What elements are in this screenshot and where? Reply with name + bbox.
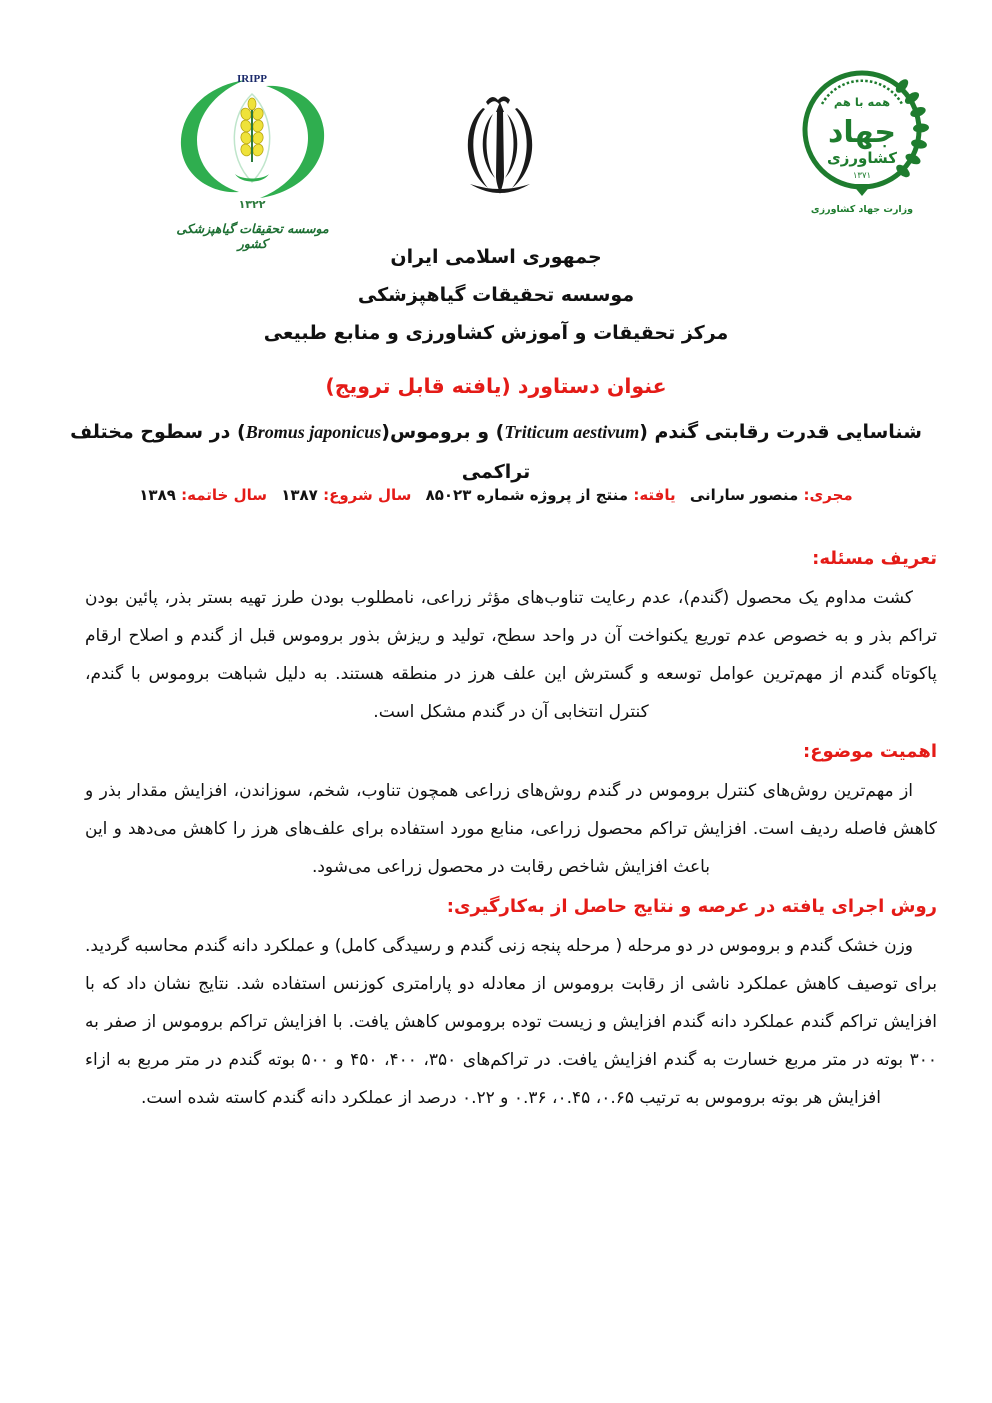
section-heading-importance: اهمیت موضوع: [803,741,937,762]
jihad-year: ۱۳۷۱ [852,171,872,181]
project-title-line1 [70,412,922,452]
end-year-label: سال خاتمه: [181,486,267,504]
jihad-logo-icon [790,50,940,220]
document-body [85,545,937,1124]
section-body-method-results: وزن خشک گندم و بروموس در دو مرحله ( مرحله پنجه زنی گندم و رسیدگی کامل) و عملکرد دانه گندم محاسبه گردید. برای توصیف کاهش عملکرد ناشی از رقابت بروموس از معادله دو پارامتری کوزنس استفاده شد. نتایج نشان داد که با افزایش تراکم گندم عملکرد دانه گندم افزایش و زیست توده بروموس کاهش یافت. با افزایش تراکم بروموس از صفر به ۳۰۰ بوته در متر مربع خسارت به گندم افزایش یافت. در تراکم‌های ۳۵۰، ۴۰۰، ۴۵۰ و ۵۰۰ بوته گندم در متر مربع به ازاء افزایش هر بوته بروموس به ترتیب ۰.۶۵، ۰.۴۵، ۰.۳۶ و ۰.۲۲ درصد از عملکرد دانه گندم کاسته شده است. [85,936,937,1108]
jihad-name-line1: جهاد [827,115,897,150]
executor-label: مجری: [803,486,853,504]
project-title-line2: تراکمی [461,461,531,483]
title-latin-triticum: Triticum aestivum [504,422,640,442]
title-part3: ) در سطوح مختلف [70,421,246,443]
jihad-wheat-icon [893,77,929,180]
title-part1: شناسایی قدرت رقابتی گندم ( [639,421,922,443]
section-body-problem-definition: کشت مداوم یک محصول (گندم)، عدم رعایت تناوب‌های مؤثر زراعی، نامطلوب بودن طرز تهیه بستر بذر، پائین بودن تراکم بذر و به خصوص عدم توریع یکنواخت آن در واحد سطح، تولید و ریزش بذور بروموس قبل از گندم و اصلاح ارقام پاکوتاه گندم از مهم‌ترین عوامل توسعه و گسترش این علف هرز در منطقه هستند. به دلیل شباهت بروموس با گندم، کنترل انتخابی آن در گندم مشکل است. [85,588,937,722]
finding-source: منتج از پروژه شماره ۸۵۰۲۳ [425,486,629,504]
end-year-value: ۱۳۸۹ [139,486,176,504]
iripp-year: ۱۳۲۲ [238,198,266,211]
title-latin-bromus: Bromus japonicus [245,422,382,442]
allah-emblem-icon [450,90,550,205]
start-year-label: سال شروع: [323,486,412,504]
org-header [0,238,992,352]
jihad-keshavarzi-logo [790,50,940,224]
jihad-caption: وزارت جهاد کشاورزی [810,204,914,215]
jihad-motto: همه با هم [833,95,891,109]
title-part2: ) و بروموس( [381,421,505,443]
iripp-logo [165,70,340,251]
org-line-center: مرکز تحقیقات و آموزش کشاورزی و منابع طبیعی [263,322,729,344]
jihad-ribbon-icon [852,184,872,196]
section-heading-problem-definition: تعریف مسئله: [812,548,937,569]
finding-label: یافته: [633,486,676,504]
project-info-line [0,486,992,504]
iripp-caption: موسسه تحقیقات گیاهپزشکی کشور [176,221,329,251]
iripp-logo-icon [165,70,340,215]
executor-name: منصور سارانی [689,486,799,504]
start-year-value: ۱۳۸۷ [281,486,318,504]
iran-emblem-icon [450,90,550,205]
org-line-country: جمهوری اسلامی ایران [390,246,602,268]
project-title [70,412,922,492]
org-line-institute: موسسه تحقیقات گیاهپزشکی [357,284,635,306]
iripp-acronym: IRIPP [237,73,267,85]
section-body-importance: از مهم‌ترین روش‌های کنترل بروموس در گندم روش‌های زراعی همچون تناوب، شخم، سوزاندن، افزایش مقدار بذر و کاهش فاصله ردیف است. افزایش تراکم محصول زراعی، منابع مورد استفاده برای علف‌های هرز را کاهش می‌دهد و این باعث افزایش شاخص رقابت در محصول زراعی می‌شود. [85,781,937,877]
section-heading-method-results: روش اجرای یافته در عرصه و نتایج حاصل از به‌کارگیری: [446,896,937,917]
achievement-title-label: عنوان دستاورد (یافته قابل ترویج) [325,374,667,398]
jihad-name-line2: کشاورزی [827,149,897,167]
